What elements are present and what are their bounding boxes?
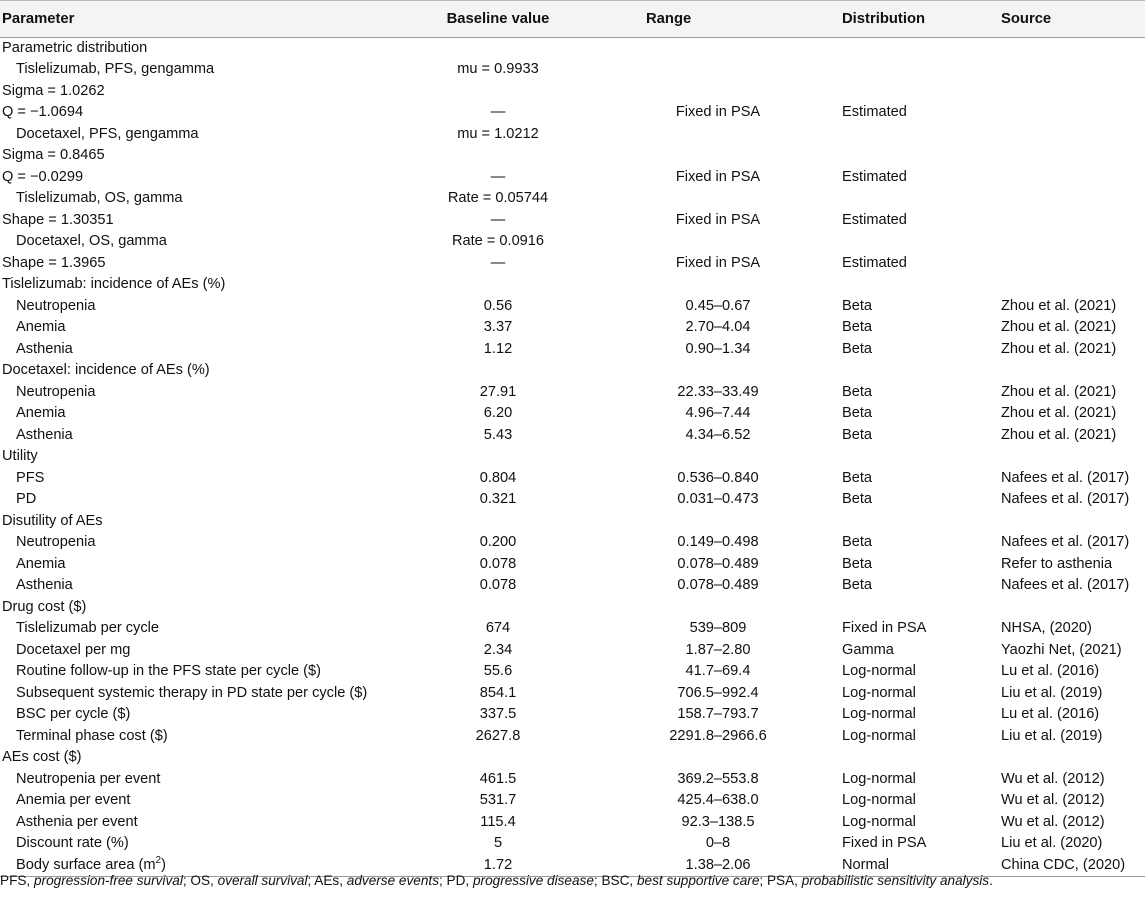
header-baseline-value: Baseline value	[398, 1, 598, 38]
baseline-value-cell: mu = 0.9933	[457, 61, 539, 78]
table-footnote	[0, 873, 1145, 888]
distribution-cell: Beta	[842, 469, 873, 486]
table-row	[0, 597, 1145, 619]
distribution-cell: Estimated	[842, 168, 907, 185]
footnote-abbreviation: ; BSC,	[593, 873, 637, 888]
source-cell	[998, 145, 1145, 167]
parameter-cell: PFS	[16, 469, 45, 486]
source-cell: Lu et al. (2016)	[1001, 663, 1100, 680]
source-cell	[998, 38, 1145, 60]
source-cell	[998, 231, 1145, 253]
header-row	[0, 1, 1145, 38]
source-cell	[998, 360, 1145, 382]
distribution-cell	[838, 274, 998, 296]
parameter-cell: Tislelizumab per cycle	[16, 620, 160, 637]
footnote-abbreviation: ; PD,	[439, 873, 473, 888]
distribution-cell: Estimated	[842, 211, 907, 228]
baseline-value-cell: —	[490, 254, 506, 271]
footnote-abbreviation: ; PSA,	[759, 873, 802, 888]
parameter-cell: Asthenia	[16, 340, 73, 357]
range-cell: Fixed in PSA	[675, 168, 761, 185]
table-row	[0, 833, 1145, 855]
header-source: Source	[998, 1, 1145, 38]
parameter-cell: Anemia per event	[16, 792, 131, 809]
footnote-abbreviation: .	[989, 873, 993, 888]
source-cell	[998, 597, 1145, 619]
range-cell: 2.70–4.04	[685, 319, 751, 336]
parameter-cell: Discount rate (%)	[16, 835, 129, 852]
baseline-value-cell: 337.5	[479, 706, 517, 723]
distribution-cell: Log-normal	[842, 684, 916, 701]
table-row	[0, 726, 1145, 748]
baseline-value-cell	[398, 274, 598, 296]
parameter-cell: Asthenia per event	[16, 813, 138, 830]
table-row	[0, 403, 1145, 425]
footnote-definition: best supportive care	[636, 873, 760, 888]
baseline-value-cell: 0.321	[479, 491, 517, 508]
baseline-value-cell	[398, 511, 598, 533]
baseline-value-cell: 0.200	[479, 534, 517, 551]
source-cell	[998, 274, 1145, 296]
table-row	[0, 769, 1145, 791]
source-cell: Wu et al. (2012)	[1001, 792, 1105, 809]
distribution-cell	[838, 597, 998, 619]
baseline-value-cell: 5.43	[483, 426, 513, 443]
distribution-cell: Log-normal	[842, 706, 916, 723]
distribution-cell: Beta	[842, 555, 873, 572]
table-row	[0, 274, 1145, 296]
distribution-cell: Log-normal	[842, 770, 916, 787]
baseline-value-cell: 0.56	[483, 297, 513, 314]
parameter-cell: AEs cost ($)	[2, 749, 82, 766]
distribution-cell	[838, 446, 998, 468]
range-cell: Fixed in PSA	[675, 211, 761, 228]
range-cell	[598, 446, 838, 468]
source-cell	[998, 59, 1145, 81]
distribution-cell	[838, 231, 998, 253]
distribution-cell	[838, 59, 998, 81]
table-row	[0, 661, 1145, 683]
distribution-cell: Beta	[842, 426, 873, 443]
parameter-cell: Sigma = 0.8465	[2, 147, 105, 164]
table-row	[0, 683, 1145, 705]
distribution-cell	[838, 145, 998, 167]
source-cell	[998, 81, 1145, 103]
source-cell: Nafees et al. (2017)	[1001, 577, 1130, 594]
distribution-cell: Beta	[842, 577, 873, 594]
range-cell: 1.87–2.80	[685, 641, 751, 658]
table-body	[0, 38, 1145, 877]
table-row	[0, 145, 1145, 167]
baseline-value-cell	[398, 360, 598, 382]
baseline-value-cell: 1.72	[398, 855, 598, 877]
range-cell: 92.3–138.5	[681, 813, 755, 830]
parameter-cell: Q = −0.0299	[2, 168, 84, 185]
distribution-cell: Beta	[842, 534, 873, 551]
source-cell: Wu et al. (2012)	[1001, 813, 1105, 830]
header-parameter: Parameter	[0, 1, 398, 38]
table-row	[0, 296, 1145, 318]
range-cell: 2291.8–2966.6	[669, 727, 767, 744]
range-cell: 0.536–0.840	[677, 469, 759, 486]
range-cell	[598, 38, 838, 60]
range-cell: 4.96–7.44	[685, 405, 751, 422]
distribution-cell	[838, 81, 998, 103]
table-header	[0, 1, 1145, 38]
range-cell	[598, 511, 838, 533]
table-row	[0, 339, 1145, 361]
parameter-cell: Routine follow-up in the PFS state per cycle ($)	[16, 663, 321, 680]
source-cell: Liu et al. (2020)	[1001, 835, 1103, 852]
footnote-definition: overall survival	[217, 873, 308, 888]
baseline-value-cell: 854.1	[479, 684, 517, 701]
source-cell: Nafees et al. (2017)	[1001, 491, 1130, 508]
table-row	[0, 382, 1145, 404]
distribution-cell: Beta	[842, 405, 873, 422]
header-distribution: Distribution	[838, 1, 998, 38]
source-cell: Zhou et al. (2021)	[1001, 340, 1117, 357]
parameter-cell: PD	[16, 491, 37, 508]
source-cell: Zhou et al. (2021)	[1001, 426, 1117, 443]
footnote-abbreviation: ; OS,	[182, 873, 218, 888]
baseline-value-cell: 55.6	[483, 663, 513, 680]
parameter-cell: Tislelizumab: incidence of AEs (%)	[2, 276, 226, 293]
table-row	[0, 511, 1145, 533]
parameter-cell: Body surface area $(m^2)$	[0, 855, 398, 877]
range-cell: 1.38–2.06	[598, 855, 838, 877]
source-cell	[998, 102, 1145, 124]
footnote-abbreviation: ; AEs,	[307, 873, 347, 888]
parameter-cell: Neutropenia	[16, 534, 96, 551]
source-cell	[998, 747, 1145, 769]
range-cell: 0.031–0.473	[677, 491, 759, 508]
range-cell	[598, 231, 838, 253]
source-cell: Liu et al. (2019)	[1001, 684, 1103, 701]
range-cell: 369.2–553.8	[677, 770, 759, 787]
distribution-cell: Estimated	[842, 254, 907, 271]
range-cell	[598, 360, 838, 382]
source-cell: NHSA, (2020)	[1001, 620, 1092, 637]
table-row	[0, 532, 1145, 554]
parameter-cell: Asthenia	[16, 577, 73, 594]
source-cell	[998, 511, 1145, 533]
source-cell	[998, 253, 1145, 275]
table-row	[0, 253, 1145, 275]
distribution-cell	[838, 511, 998, 533]
source-cell	[998, 446, 1145, 468]
footnote-definition: progression-free survival	[34, 873, 183, 888]
distribution-cell	[838, 747, 998, 769]
source-cell: China CDC, (2020)	[998, 855, 1145, 877]
baseline-value-cell	[398, 747, 598, 769]
range-cell: Fixed in PSA	[675, 254, 761, 271]
baseline-value-cell: 1.12	[483, 340, 513, 357]
range-cell: 706.5–992.4	[677, 684, 759, 701]
baseline-value-cell	[398, 597, 598, 619]
baseline-value-cell: 115.4	[480, 813, 516, 830]
distribution-cell: Beta	[842, 319, 873, 336]
table-row	[0, 81, 1145, 103]
footnote-abbreviation: PFS,	[0, 873, 34, 888]
baseline-value-cell: Rate = 0.0916	[451, 233, 545, 250]
table-row	[0, 468, 1145, 490]
distribution-cell: Gamma	[842, 641, 894, 658]
baseline-value-cell: —	[490, 104, 506, 121]
range-cell: 0.078–0.489	[677, 555, 759, 572]
range-cell	[598, 145, 838, 167]
baseline-value-cell: 0.804	[479, 469, 517, 486]
distribution-cell: Log-normal	[842, 663, 916, 680]
source-cell	[998, 167, 1145, 189]
baseline-value-cell: 674	[485, 620, 511, 637]
source-cell: Lu et al. (2016)	[1001, 706, 1100, 723]
range-cell	[598, 188, 838, 210]
parameter-cell: Tislelizumab, OS, gamma	[16, 190, 183, 207]
parameter-cell: Disutility of AEs	[2, 512, 103, 529]
table-row	[0, 38, 1145, 60]
source-cell: Zhou et al. (2021)	[1001, 405, 1117, 422]
source-cell	[998, 124, 1145, 146]
parameter-cell: Anemia	[16, 555, 66, 572]
baseline-value-cell	[398, 81, 598, 103]
parameter-cell: Sigma = 1.0262	[2, 82, 105, 99]
distribution-cell	[838, 360, 998, 382]
baseline-value-cell: 2627.8	[475, 727, 521, 744]
table-row	[0, 489, 1145, 511]
table-row	[0, 640, 1145, 662]
header-range: Range	[598, 1, 838, 38]
parameter-cell: Shape = 1.3965	[2, 254, 106, 271]
distribution-cell: Beta	[842, 491, 873, 508]
baseline-value-cell	[398, 38, 598, 60]
distribution-cell: Beta	[842, 340, 873, 357]
source-cell: Zhou et al. (2021)	[1001, 297, 1117, 314]
baseline-value-cell: 5	[493, 835, 503, 852]
distribution-cell: Log-normal	[842, 813, 916, 830]
table-row	[0, 210, 1145, 232]
baseline-value-cell: 3.37	[483, 319, 513, 336]
table-row	[0, 554, 1145, 576]
footnote-definition: probabilistic sensitivity analysis	[801, 873, 990, 888]
baseline-value-cell: mu = 1.0212	[457, 125, 539, 142]
parameter-cell: Drug cost ($)	[2, 598, 87, 615]
source-cell: Liu et al. (2019)	[1001, 727, 1103, 744]
baseline-value-cell: 6.20	[483, 405, 513, 422]
range-cell: 22.33–33.49	[677, 383, 759, 400]
table-row	[0, 124, 1145, 146]
baseline-value-cell: —	[490, 168, 506, 185]
distribution-cell: Beta	[842, 383, 873, 400]
baseline-value-cell	[398, 145, 598, 167]
parameter-cell: Docetaxel per mg	[16, 641, 131, 658]
range-cell: 0.90–1.34	[685, 340, 751, 357]
source-cell	[998, 210, 1145, 232]
range-cell: 425.4–638.0	[677, 792, 759, 809]
table-row	[0, 575, 1145, 597]
table-row	[0, 167, 1145, 189]
range-cell: 158.7–793.7	[677, 706, 759, 723]
table-row	[0, 188, 1145, 210]
parameter-cell: Q = −1.0694	[2, 104, 84, 121]
range-cell	[598, 81, 838, 103]
baseline-value-cell: 531.7	[479, 792, 517, 809]
parameter-cell: BSC per cycle ($)	[16, 706, 131, 723]
parameter-cell: Asthenia	[16, 426, 73, 443]
parameter-cell: Terminal phase cost ($)	[16, 727, 168, 744]
table-row	[0, 102, 1145, 124]
baseline-value-cell	[398, 446, 598, 468]
table-row	[0, 812, 1145, 834]
source-cell	[998, 188, 1145, 210]
range-cell: 4.34–6.52	[685, 426, 751, 443]
range-cell	[598, 747, 838, 769]
range-cell	[598, 124, 838, 146]
range-cell	[598, 59, 838, 81]
distribution-cell: Estimated	[842, 104, 907, 121]
baseline-value-cell: 0.078	[479, 577, 517, 594]
range-cell	[598, 274, 838, 296]
table-row	[0, 446, 1145, 468]
baseline-value-cell: Rate = 0.05744	[447, 190, 549, 207]
baseline-value-cell: 0.078	[479, 555, 517, 572]
source-cell: Zhou et al. (2021)	[1001, 383, 1117, 400]
source-cell: Yaozhi Net, (2021)	[1001, 641, 1122, 658]
baseline-value-cell: 27.91	[479, 383, 517, 400]
baseline-value-cell: —	[490, 211, 506, 228]
parameter-cell: Docetaxel, PFS, gengamma	[16, 125, 199, 142]
footnote-definition: progressive disease	[473, 873, 594, 888]
table-row	[0, 704, 1145, 726]
distribution-cell: Log-normal	[842, 727, 916, 744]
table-row	[0, 425, 1145, 447]
parameter-cell: Neutropenia	[16, 383, 96, 400]
source-cell: Nafees et al. (2017)	[1001, 469, 1130, 486]
table-row	[0, 360, 1145, 382]
baseline-value-cell: 461.5	[479, 770, 517, 787]
parameter-cell: Docetaxel, OS, gamma	[16, 233, 167, 250]
parameter-cell: Shape = 1.30351	[2, 211, 114, 228]
footnote-definition: adverse events	[346, 873, 439, 888]
table-row	[0, 618, 1145, 640]
table-row	[0, 317, 1145, 339]
range-cell: 0.45–0.67	[685, 297, 751, 314]
parameter-cell: Parametric distribution	[2, 40, 148, 56]
distribution-cell	[838, 188, 998, 210]
baseline-value-cell: 2.34	[483, 641, 513, 658]
parameter-cell: Docetaxel: incidence of AEs (%)	[2, 362, 210, 379]
range-cell: 0.078–0.489	[677, 577, 759, 594]
table-row	[0, 231, 1145, 253]
parameter-cell: Anemia	[16, 319, 66, 336]
distribution-cell	[838, 38, 998, 60]
range-cell	[598, 597, 838, 619]
range-cell: 0–8	[705, 835, 731, 852]
source-cell: Refer to asthenia	[1001, 555, 1113, 572]
source-cell: Nafees et al. (2017)	[1001, 534, 1130, 551]
parameter-cell: Tislelizumab, PFS, gengamma	[16, 61, 215, 78]
parameter-cell: Neutropenia	[16, 297, 96, 314]
parameter-cell: Subsequent systemic therapy in PD state per cycle ($)	[16, 684, 368, 701]
distribution-cell	[838, 124, 998, 146]
distribution-cell: Log-normal	[842, 792, 916, 809]
table-row	[0, 747, 1145, 769]
parameter-cell: Utility	[2, 448, 38, 465]
range-cell: 539–809	[689, 620, 747, 637]
parameter-cell: Anemia	[16, 405, 66, 422]
distribution-cell: Fixed in PSA	[842, 835, 927, 852]
source-cell: Wu et al. (2012)	[1001, 770, 1105, 787]
source-cell: Zhou et al. (2021)	[1001, 319, 1117, 336]
distribution-cell: Beta	[842, 297, 873, 314]
range-cell: 41.7–69.4	[685, 663, 751, 680]
range-cell: Fixed in PSA	[675, 104, 761, 121]
parameter-cell: Neutropenia per event	[16, 770, 161, 787]
distribution-cell: Normal	[838, 855, 998, 877]
table-row	[0, 59, 1145, 81]
range-cell: 0.149–0.498	[677, 534, 759, 551]
table-row	[0, 790, 1145, 812]
distribution-cell: Fixed in PSA	[842, 620, 927, 637]
